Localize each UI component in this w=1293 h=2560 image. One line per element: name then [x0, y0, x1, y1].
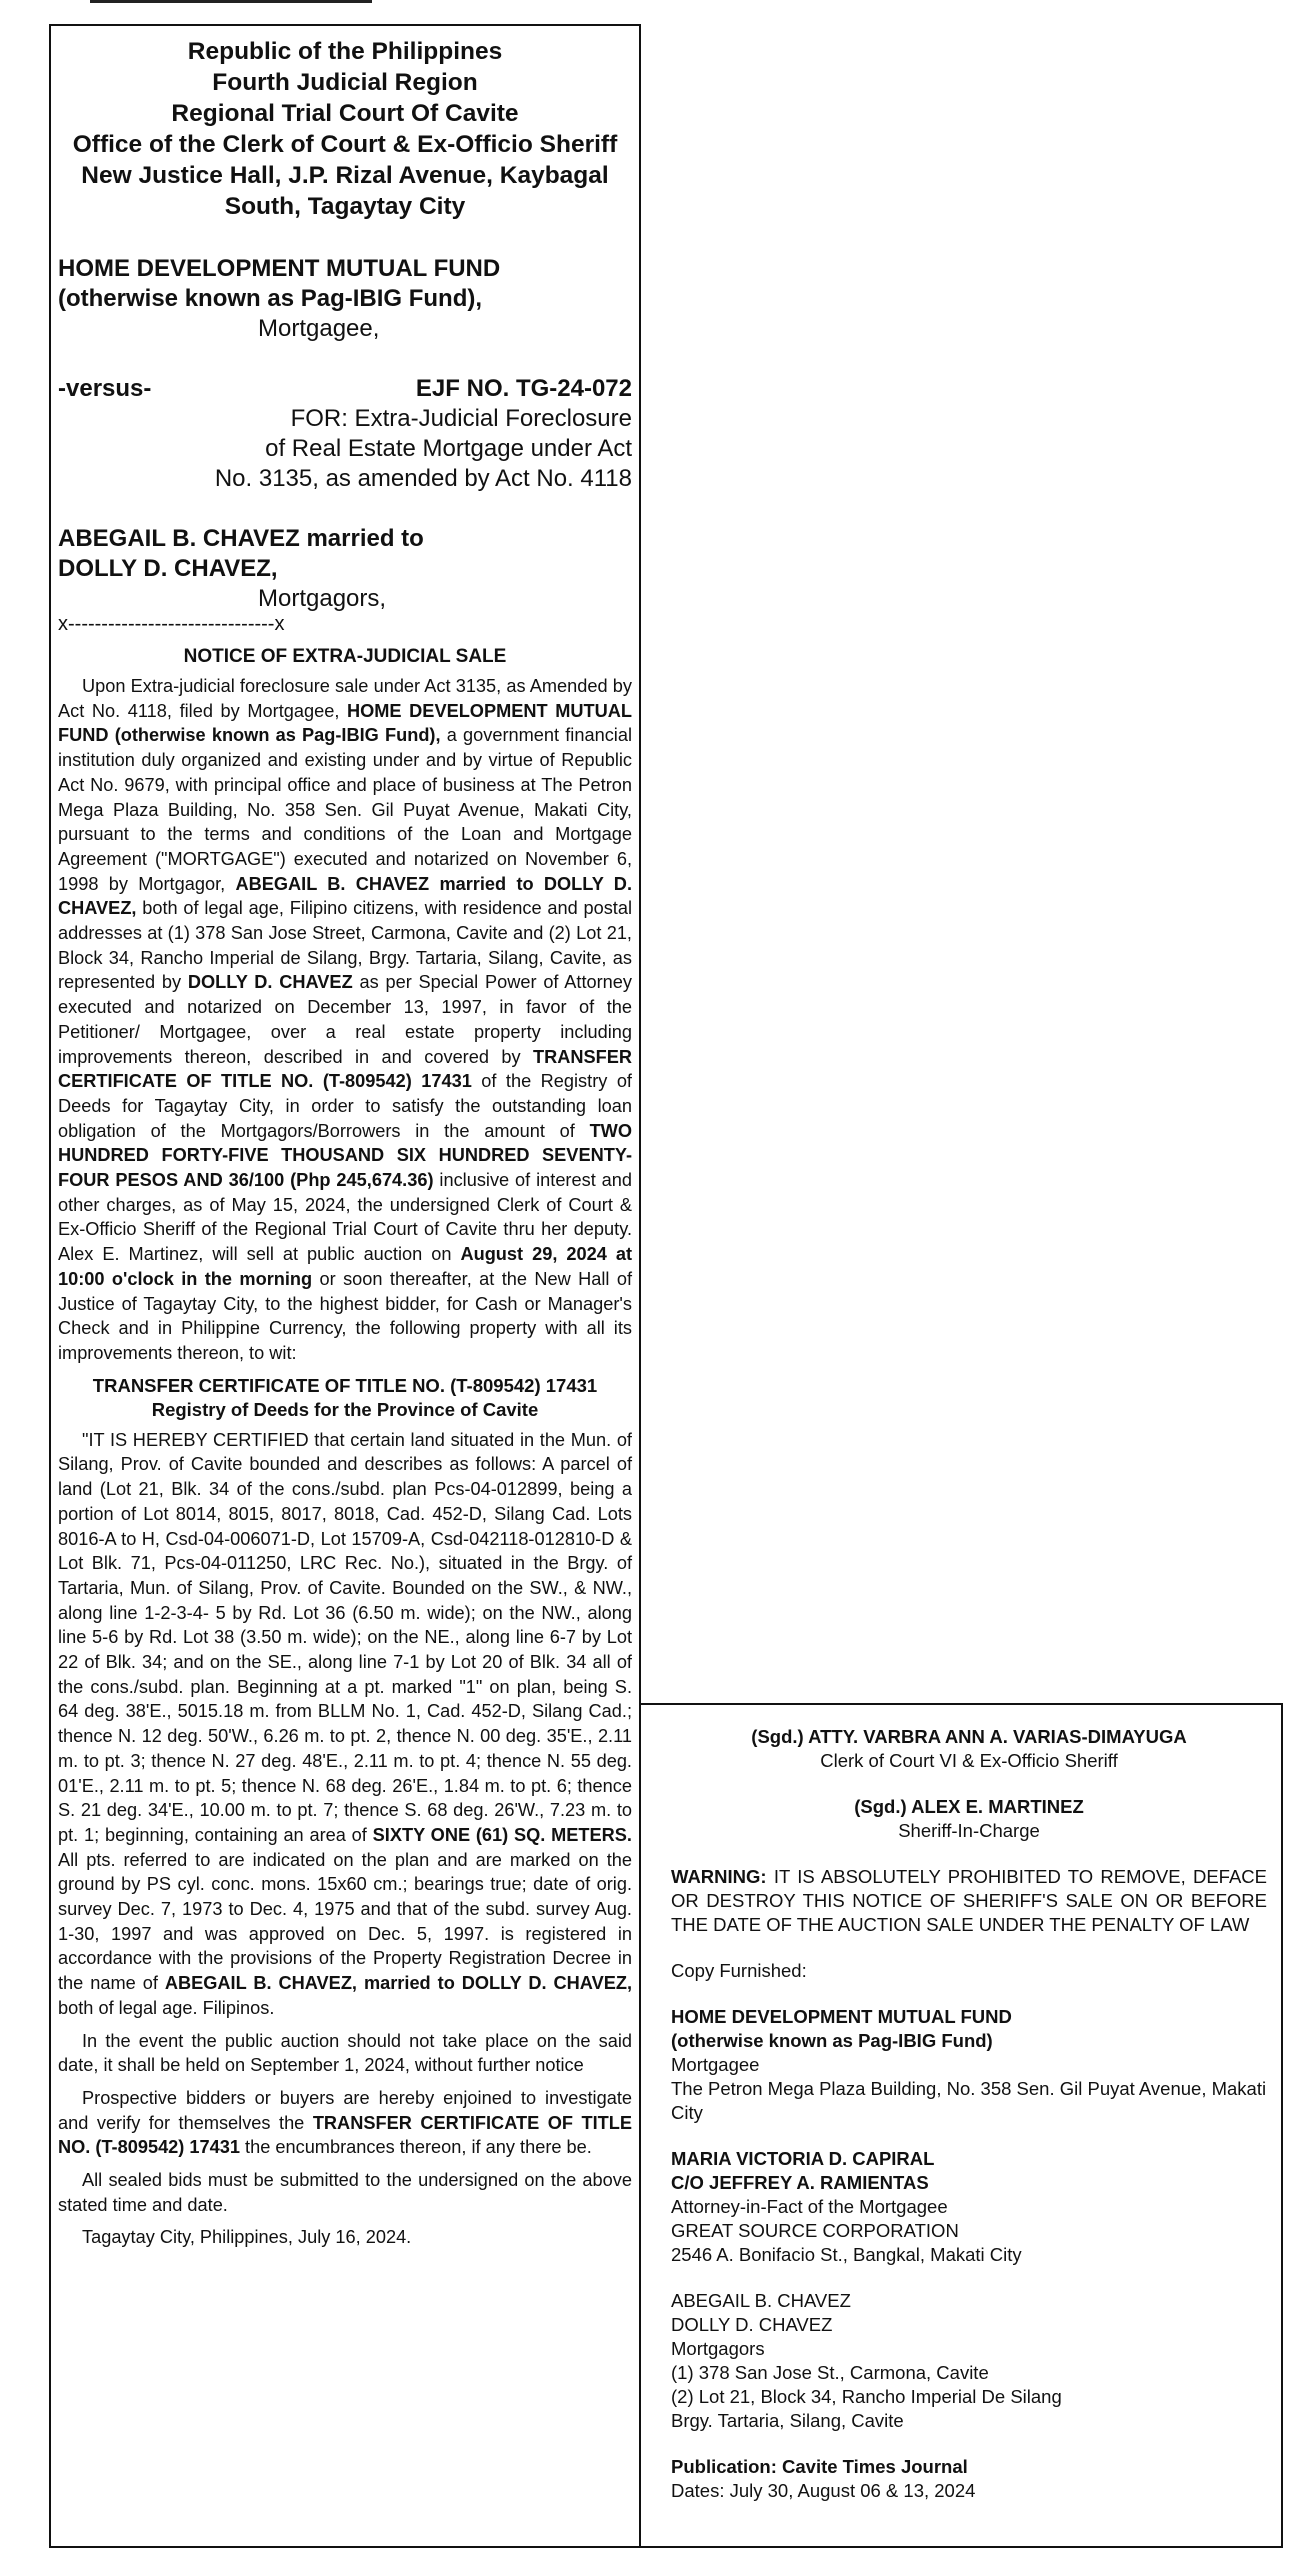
- court-header-line6: South, Tagaytay City: [224, 193, 466, 220]
- notice-paragraph-bids: All sealed bids must be submitted to the undersigned on the above stated time and date.: [58, 2170, 632, 2215]
- court-header-line3: Regional Trial Court Of Cavite: [171, 100, 519, 127]
- recipient-3-line3: Mortgagors: [671, 2338, 765, 2359]
- defendant-role: Mortgagors,: [258, 585, 387, 612]
- warning-text: IT IS ABSOLUTELY PROHIBITED TO REMOVE, DEFACE OR DESTROY THIS NOTICE OF SHERIFF'S SALE ON OR BEFORE THE DATE OF THE AUCTION SALE UNDER THE PENALTY OF LAW: [671, 1866, 1267, 1935]
- publication-dates: Dates: July 30, August 06 & 13, 2024: [671, 2480, 976, 2501]
- versus-row: [58, 374, 632, 404]
- case-number: EJF NO. TG-24-072: [415, 375, 632, 402]
- signatory-1-title: Clerk of Court VI & Ex-Officio Sheriff: [820, 1750, 1118, 1771]
- caption-separator: x-------------------------------x: [58, 613, 285, 635]
- court-header-line5: New Justice Hall, J.P. Rizal Avenue, Kaybagal: [81, 162, 609, 189]
- case-purpose-line2: of Real Estate Mortgage under Act: [265, 435, 632, 462]
- recipient-attorney: [671, 2147, 1267, 2267]
- property-description: "IT IS HEREBY CERTIFIED that certain land situated in the Mun. of Silang, Prov. of Cavite bounded and describes as follows: A parcel of land (Lot 21, Blk. 34 of the cons./subd. plan Pcs-04-012899, being a portion of Lot 8014, 8015, 8017, 8018, Cad. 452-D, Silang Cad. Lots 8016-A to H, Csd-04-006071-D, Lot 15709-A, Csd-042118-012810-D & Lot Blk. 71, Pcs-04-011250, LRC Rec. No.), situated in the Brgy. of Tartaria, Mun. of Silang, Prov. of Cavite. Bounded on the SW., & NW., along line 1-2-3-4- 5 by Rd. Lot 36 (6.50 m. wide); on the NW., along line 5-6 by Rd. Lot 38 (3.50 m. wide); on the NE., along line 6-7 by Lot 22 of Blk. 34; and on the SE., along line 7-1 by Lot 20 of Blk. 34 all of the cons./subd. plan. Beginning at a pt. marked "1" on plan, being S. 64 deg. 38'E., 5015.18 m. from BLLM No. 1, Cad. 452-D, Silang Cad.; thence N. 12 deg. 50'W., 6.26 m. to pt. 2, thence N. 00 deg. 35'E., 2.11 m. to pt. 3; thence N. 27 deg. 48'E., 2.11 m. to pt. 4; thence N. 55 deg. 01'E., 2.11 m. to pt. 5; thence N. 68 deg. 26'E., 1.84 m. to pt. 6; thence S. 21 deg. 34'E., 10.00 m. to pt. 7; thence S. 68 deg. 26'W., 7.23 m. to pt. 1; beginning, containing an area of SIXTY ONE (61) SQ. METERS. All pts. referred to are indicated on the plan and are marked on the ground by PS cyl. conc. mons. 15x60 cm.; bearings true; date of orig. survey Dec. 7, 1973 to Dec. 4, 1975 and that of the subd. survey Aug. 1-30, 1997 and was approved on Dec. 5, 1997. is registered in accordance with the provisions of the Property Registration Decree in the name of ABEGAIL B. CHAVEZ, married to DOLLY D. CHAVEZ, both of legal age. Filipinos.: [58, 1429, 633, 2018]
- recipient-1-line3: Mortgagee: [671, 2054, 760, 2075]
- court-header-line4: Office of the Clerk of Court & Ex-Officio Sheriff: [72, 131, 618, 158]
- tct-heading-line1: TRANSFER CERTIFICATE OF TITLE NO. (T-809542) 17431: [92, 1374, 598, 1396]
- court-header-line2: Fourth Judicial Region: [212, 69, 478, 96]
- notice-paragraph-bidders: Prospective bidders or buyers are hereby enjoined to investigate and verify for themselves the TRANSFER CERTIFICATE OF TITLE NO. (T-809542) 17431 the encumbrances thereon, if any there be.: [58, 2087, 632, 2158]
- tct-heading: [58, 1374, 632, 1422]
- plaintiff-name: HOME DEVELOPMENT MUTUAL FUND: [58, 255, 501, 282]
- versus-label: -versus-: [58, 375, 152, 402]
- recipient-2-line2: C/O JEFFREY A. RAMIENTAS: [671, 2172, 929, 2193]
- tct-heading-line2: Registry of Deeds for the Province of Cavite: [151, 1398, 539, 1420]
- warning-label: WARNING:: [671, 1866, 767, 1887]
- recipient-2-line1: MARIA VICTORIA D. CAPIRAL: [671, 2148, 935, 2169]
- notice-signature-column: [641, 1703, 1283, 2548]
- recipient-3-line5: (2) Lot 21, Block 34, Rancho Imperial De Silang: [671, 2386, 1062, 2407]
- case-caption: [58, 254, 632, 634]
- court-header: [58, 36, 632, 222]
- notice-date-place: Tagaytay City, Philippines, July 16, 2024.: [82, 2227, 412, 2248]
- recipient-3-line6: Brgy. Tartaria, Silang, Cavite: [671, 2410, 904, 2431]
- recipient-mortgagee: [671, 2005, 1267, 2125]
- court-header-line1: Republic of the Philippines: [187, 38, 503, 65]
- copy-furnished-label: Copy Furnished:: [671, 1960, 807, 1981]
- case-purpose-line3: No. 3135, as amended by Act No. 4118: [214, 465, 632, 492]
- signatory-2-title: Sheriff-In-Charge: [898, 1820, 1040, 1841]
- signatory-2-name: (Sgd.) ALEX E. MARTINEZ: [854, 1796, 1084, 1817]
- recipient-2-line3: Attorney-in-Fact of the Mortgagee: [671, 2196, 948, 2217]
- recipient-2-line5: 2546 A. Bonifacio St., Bangkal, Makati City: [671, 2244, 1022, 2265]
- warning-block: [671, 1865, 1267, 1937]
- publication-block: [671, 2455, 1267, 2503]
- notice-main-column: [49, 24, 641, 2548]
- plaintiff-role: Mortgagee,: [258, 315, 380, 342]
- recipient-1-line2: (otherwise known as Pag-IBIG Fund): [671, 2030, 993, 2051]
- case-purpose-line1: FOR: Extra-Judicial Foreclosure: [290, 405, 632, 432]
- plaintiff-alias: (otherwise known as Pag-IBIG Fund),: [58, 285, 483, 312]
- notice-paragraph-1: Upon Extra-judicial foreclosure sale under Act 3135, as Amended by Act No. 4118, filed by Mortgagee, HOME DEVELOPMENT MUTUAL FUND (otherwise known as Pag-IBIG Fund), a government financial institution duly organized and existing under and by virtue of Republic Act No. 9679, with principal office and place of business at The Petron Mega Plaza Building, No. 358 Sen. Gil Puyat Avenue, Makati City, pursuant to the terms and conditions of the Loan and Mortgage Agreement ("MORTGAGE") executed and notarized on November 6, 1998 by Mortgagor, ABEGAIL B. CHAVEZ married to DOLLY D. CHAVEZ, both of legal age, Filipino citizens, with residence and postal addresses at (1) 378 San Jose Street, Carmona, Cavite and (2) Lot 21, Block 34, Rancho Imperial de Silang, Brgy. Tartaria, Silang, Cavite, as represented by DOLLY D. CHAVEZ as per Special Power of Attorney executed and notarized on December 13, 1997, in favor of the Petitioner/ Mortgagee, over a real estate property including improvements thereon, described in and covered by TRANSFER CERTIFICATE OF TITLE NO. (T-809542) 17431 of the Registry of Deeds for Tagaytay City, in order to satisfy the outstanding loan obligation of the Mortgagors/Borrowers in the amount of TWO HUNDRED FORTY-FIVE THOUSAND SIX HUNDRED SEVENTY-FOUR PESOS AND 36/100 (Php 245,674.36) inclusive of interest and other charges, as of May 15, 2024, the undersigned Clerk of Court & Ex-Officio Sheriff of the Regional Trial Court of Cavite thru her deputy. Alex E. Martinez, will sell at public auction on August 29, 2024 at 10:00 o'clock in the morning or soon thereafter, at the New Hall of Justice of Tagaytay City, to the highest bidder, for Cash or Manager's Check and in Philippine Currency, the following property with all its improvements thereon, to wit:: [58, 676, 633, 1363]
- notice-paragraph-postponement: In the event the public auction should not take place on the said date, it shall be held on September 1, 2024, without further notice: [58, 2030, 632, 2076]
- recipient-1-line1: HOME DEVELOPMENT MUTUAL FUND: [671, 2006, 1012, 2027]
- defendant-name-line1: ABEGAIL B. CHAVEZ married to: [58, 525, 424, 552]
- publication-label: Publication: Cavite Times Journal: [671, 2456, 968, 2477]
- recipient-mortgagors: [671, 2289, 1267, 2433]
- signatory-1-name: (Sgd.) ATTY. VARBRA ANN A. VARIAS-DIMAYUGA: [751, 1726, 1187, 1747]
- top-rule: [90, 0, 372, 3]
- defendant-name-line2: DOLLY D. CHAVEZ,: [58, 555, 278, 582]
- recipient-3-line1: ABEGAIL B. CHAVEZ: [671, 2290, 851, 2311]
- recipient-3-line2: DOLLY D. CHAVEZ: [671, 2314, 833, 2335]
- notice-title: NOTICE OF EXTRA-JUDICIAL SALE: [183, 646, 507, 667]
- recipient-3-line4: (1) 378 San Jose St., Carmona, Cavite: [671, 2362, 989, 2383]
- recipient-2-line4: GREAT SOURCE CORPORATION: [671, 2220, 959, 2241]
- recipient-1-line4: The Petron Mega Plaza Building, No. 358 Sen. Gil Puyat Avenue, Makati City: [671, 2078, 1267, 2123]
- signatories: [671, 1725, 1267, 1843]
